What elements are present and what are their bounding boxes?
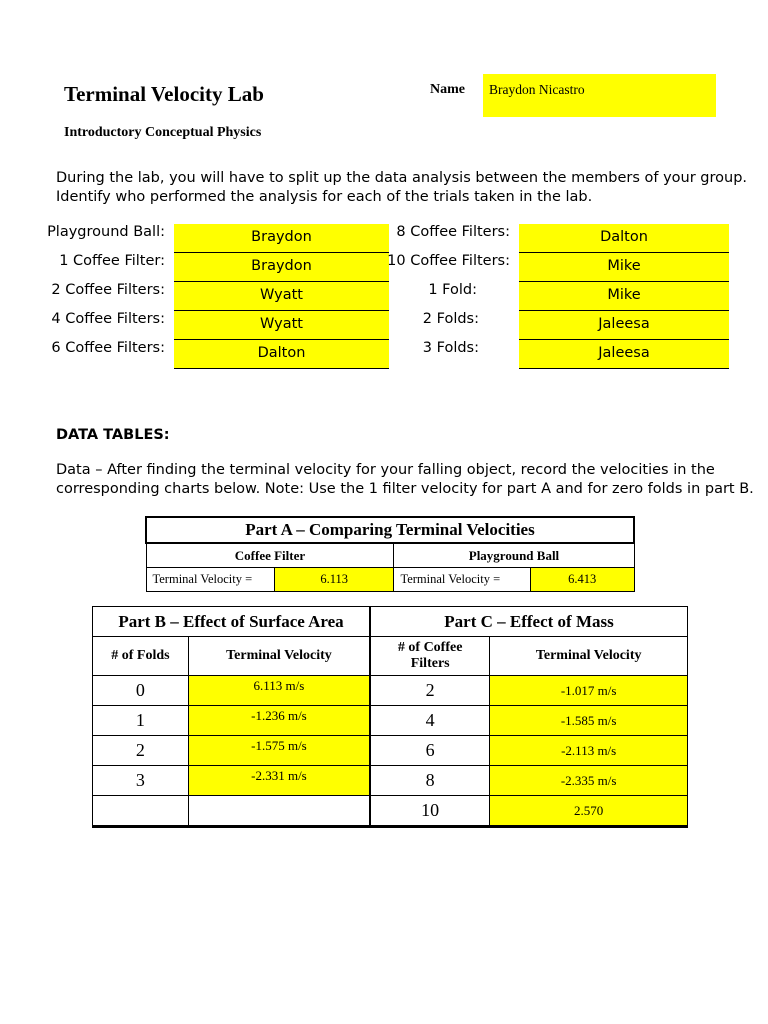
assign-field-8-coffee-filters[interactable]: Dalton [519,224,729,253]
assign-field-2-folds[interactable]: Jaleesa [519,311,729,340]
assign-field-playground-ball[interactable]: Braydon [174,224,389,253]
part-c-velocity-cell[interactable]: -1.017 m/s [490,676,688,706]
part-c-filters-cell: 6 [370,736,490,766]
part-b-col-velocity: Terminal Velocity [188,637,370,676]
part-c-velocity-cell[interactable]: -2.335 m/s [490,766,688,796]
assign-label-right-2: 1 Fold: [428,282,477,298]
part-b-folds-cell: 2 [93,736,189,766]
part-bc-table [92,606,688,828]
assign-label-left-1: 1 Coffee Filter: [59,253,165,269]
part-c-velocity-cell[interactable]: -1.585 m/s [490,706,688,736]
assign-field-2-coffee-filters[interactable]: Wyatt [174,282,389,311]
part-c-velocity-cell[interactable]: -2.113 m/s [490,736,688,766]
name-field[interactable]: Braydon Nicastro [483,74,716,117]
part-b-folds-cell [93,796,189,827]
part-b-folds-cell: 3 [93,766,189,796]
part-a-table [145,516,635,592]
part-c-col-filters-line-2: Filters [410,656,450,671]
assign-label-right-0: 8 Coffee Filters: [396,224,510,240]
table-row [93,766,688,796]
data-note-line-2: corresponding charts below. Note: Use the 1 filter velocity for part A and for zero folds in part B. [56,481,754,497]
part-a-title: Part A – Comparing Terminal Velocities [146,517,634,543]
assign-field-1-fold[interactable]: Mike [519,282,729,311]
intro-paragraph [56,169,747,207]
page-title: Terminal Velocity Lab [64,82,264,106]
part-b-velocity-cell[interactable]: -2.331 m/s [188,766,370,796]
intro-line-2: Identify who performed the analysis for each of the trials taken in the lab. [56,189,593,205]
part-a-col-playground-ball: Playground Ball [394,543,634,568]
assign-label-right-1: 10 Coffee Filters: [387,253,510,269]
part-a-tv-label-coffee: Terminal Velocity = [146,568,275,592]
assign-field-6-coffee-filters[interactable]: Dalton [174,340,389,369]
part-a-ball-value[interactable]: 6.413 [530,568,634,592]
part-b-folds-cell: 1 [93,706,189,736]
part-b-title: Part B – Effect of Surface Area [93,607,371,637]
assign-field-4-coffee-filters[interactable]: Wyatt [174,311,389,340]
part-b-col-folds: # of Folds [93,637,189,676]
part-b-velocity-cell[interactable]: -1.236 m/s [188,706,370,736]
part-b-velocity-cell[interactable] [188,796,370,827]
table-row [93,796,688,827]
assign-label-right-4: 3 Folds: [422,340,479,356]
part-c-filters-cell: 4 [370,706,490,736]
assign-label-left-0: Playground Ball: [47,224,165,240]
intro-line-1: During the lab, you will have to split up the data analysis between the members of your group. [56,170,748,186]
part-c-filters-cell: 10 [370,796,490,827]
part-c-col-filters-line-1: # of Coffee [397,640,463,655]
assign-label-right-3: 2 Folds: [422,311,479,327]
assign-label-left-2: 2 Coffee Filters: [51,282,165,298]
part-c-velocity-cell[interactable]: 2.570 [490,796,688,827]
data-note-paragraph [56,461,754,499]
part-a-tv-label-ball: Terminal Velocity = [394,568,530,592]
name-label: Name [430,82,465,97]
part-a-coffee-value[interactable]: 6.113 [275,568,394,592]
part-c-col-filters [370,637,490,676]
part-b-folds-cell: 0 [93,676,189,706]
assign-field-10-coffee-filters[interactable]: Mike [519,253,729,282]
assign-label-left-3: 4 Coffee Filters: [51,311,165,327]
part-c-col-velocity: Terminal Velocity [490,637,688,676]
assign-label-left-4: 6 Coffee Filters: [51,340,165,356]
part-c-filters-cell: 2 [370,676,490,706]
table-row [93,736,688,766]
data-note-line-1: Data – After finding the terminal velocity for your falling object, record the velocities in the [56,462,715,478]
assign-field-3-folds[interactable]: Jaleesa [519,340,729,369]
data-tables-heading: DATA TABLES: [56,427,170,443]
part-a-col-coffee-filter: Coffee Filter [146,543,394,568]
part-c-filters-cell: 8 [370,766,490,796]
part-b-velocity-cell[interactable]: 6.113 m/s [188,676,370,706]
part-b-velocity-cell[interactable]: -1.575 m/s [188,736,370,766]
page-subtitle: Introductory Conceptual Physics [64,125,262,140]
assign-field-1-coffee-filter[interactable]: Braydon [174,253,389,282]
part-c-title: Part C – Effect of Mass [370,607,687,637]
table-row [93,676,688,706]
table-row [93,706,688,736]
